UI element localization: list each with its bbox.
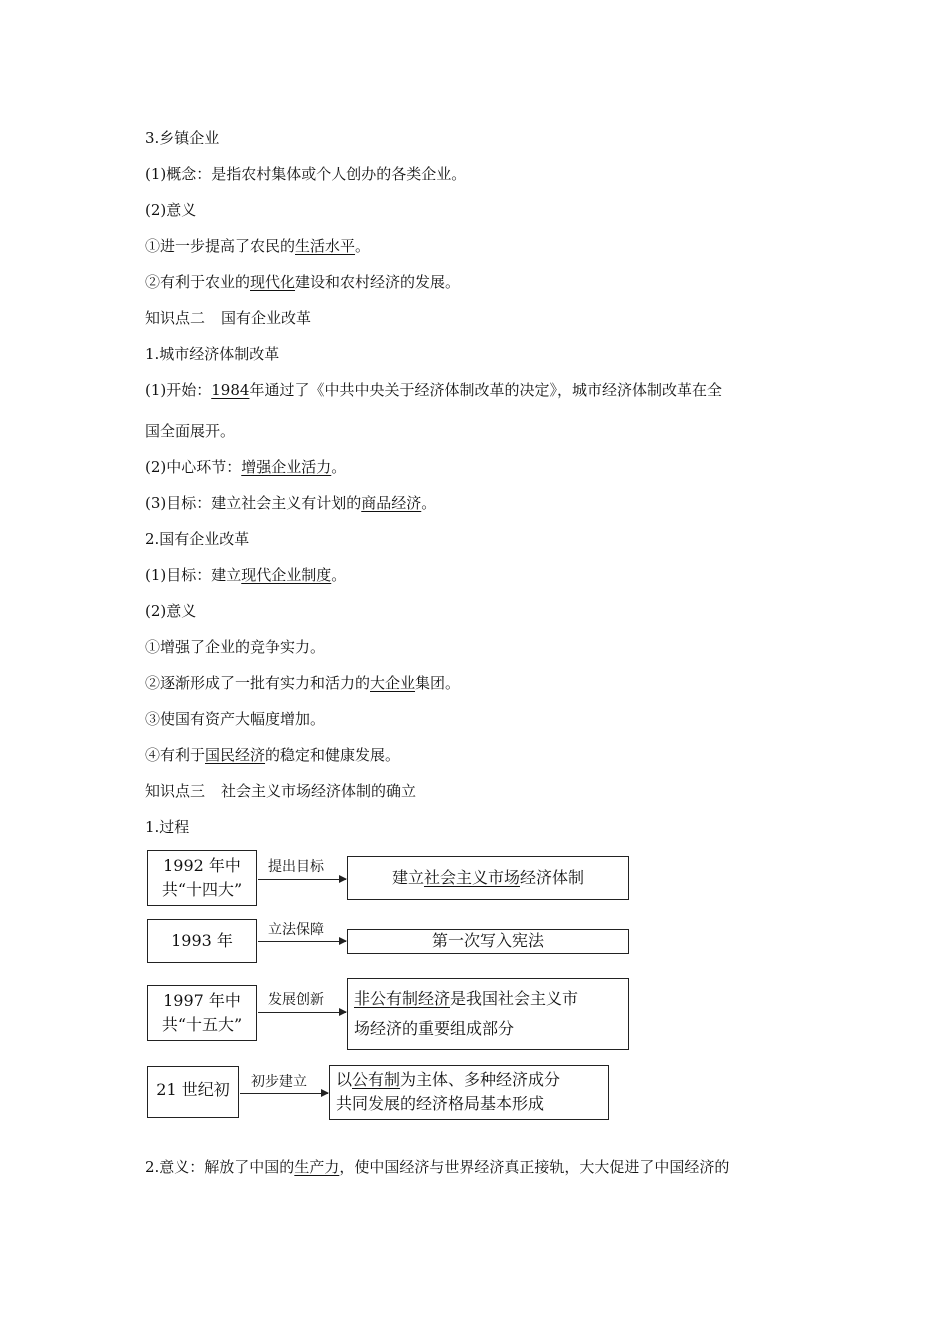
- arrow-label-legislation: 立法保障: [268, 922, 324, 938]
- knowledge-point-3-heading: [145, 781, 416, 801]
- key-term: 增强企业活力: [241, 458, 332, 476]
- key-term: 商品经济: [361, 494, 422, 512]
- key-term: 生活水平: [295, 237, 356, 255]
- sub-heading-urban-reform: 1.城市经济体制改革: [145, 345, 280, 363]
- box-text: 1992 年中: [163, 856, 241, 875]
- arrow-label-establish: 初步建立: [251, 1074, 307, 1090]
- soe-meaning-1: ①增强了企业的竞争实力。: [145, 638, 326, 656]
- text: ，使中国经济与世界经济真正接轨，大大促进了中国经济的: [339, 1158, 730, 1176]
- section-heading-township: 3.乡镇企业: [145, 129, 220, 147]
- diagram-left-21st: 21 世纪初: [147, 1066, 239, 1118]
- arrow-icon: [258, 879, 346, 880]
- meaning-line: [145, 1157, 729, 1177]
- key-term: 国民经济: [205, 746, 266, 764]
- box-text: 共“十五大”: [161, 1015, 243, 1034]
- key-term: 非公有制经济: [354, 989, 451, 1008]
- box-text: 经济体制: [520, 868, 585, 887]
- text: 2.意义：解放了中国的: [145, 1158, 295, 1176]
- diagram-right-21st: [329, 1065, 609, 1120]
- box-text: 是我国社会主义市: [450, 989, 579, 1008]
- box-text: 建立: [391, 868, 424, 887]
- concept-line: [145, 164, 466, 184]
- label: (1)开始：: [145, 381, 212, 399]
- diagram-right-1997: [347, 978, 629, 1050]
- center-link-line: [145, 457, 346, 477]
- key-term: 现代企业制度: [241, 566, 332, 584]
- soe-goal-line: [145, 565, 346, 585]
- start-line: [145, 380, 722, 400]
- arrow-icon: [240, 1093, 328, 1094]
- text: ④有利于: [145, 746, 206, 764]
- text: 年通过了《中共中央关于经济体制改革的决定》，城市经济体制改革在全: [249, 381, 722, 399]
- box-text: 1997 年中: [163, 991, 241, 1010]
- meaning-item-1: [145, 236, 370, 256]
- soe-meaning-3: ③使国有资产大幅度增加。: [145, 710, 326, 728]
- start-line-cont: 国全面展开。: [145, 422, 236, 440]
- box-text: 为主体、多种经济成分: [400, 1070, 561, 1089]
- diagram-left-1992: [147, 850, 257, 906]
- key-term: 社会主义市场: [423, 868, 520, 887]
- text: ②逐渐形成了一批有实力和活力的: [145, 674, 371, 692]
- arrow-label-goal: 提出目标: [268, 859, 324, 875]
- box-text: 共同发展的经济格局基本形成: [336, 1094, 545, 1113]
- key-term: 现代化: [250, 273, 296, 291]
- diagram-left-1997: [147, 985, 257, 1041]
- process-heading: 1.过程: [145, 818, 190, 836]
- goal-line: [145, 493, 436, 513]
- text: 。: [355, 237, 371, 255]
- diagram-right-1993: 第一次写入宪法: [347, 929, 629, 954]
- text: ②有利于农业的: [145, 273, 251, 291]
- box-text: 场经济的重要组成部分: [354, 1019, 515, 1038]
- text: 的稳定和健康发展。: [265, 746, 401, 764]
- point-title: 国有企业改革: [221, 309, 312, 327]
- text: 建设和农村经济的发展。: [295, 273, 461, 291]
- concept-label: (1)概念：: [145, 165, 212, 183]
- sub-heading-soe-reform: 2.国有企业改革: [145, 530, 250, 548]
- key-term: 生产力: [294, 1158, 340, 1176]
- arrow-icon: [258, 941, 346, 942]
- key-term: 1984: [211, 381, 250, 399]
- label: (2)中心环节：: [145, 458, 242, 476]
- point-label: 知识点二: [145, 309, 206, 327]
- point-label: 知识点三: [145, 782, 206, 800]
- box-text: 共“十四大”: [161, 880, 243, 899]
- diagram-left-1993: 1993 年: [147, 919, 257, 963]
- arrow-icon: [258, 1012, 346, 1013]
- arrow-label-innovation: 发展创新: [268, 992, 324, 1008]
- key-term: 公有制: [352, 1070, 401, 1089]
- box-line: [336, 1068, 602, 1092]
- box-line: [354, 984, 622, 1014]
- diagram-right-1992: [347, 856, 629, 900]
- concept-text: 是指农村集体或个人创办的各类企业。: [211, 165, 467, 183]
- key-term: 大企业: [370, 674, 416, 692]
- label: (1)目标：建立: [145, 566, 242, 584]
- soe-meaning-2: [145, 673, 460, 693]
- point-title: 社会主义市场经济体制的确立: [221, 782, 417, 800]
- meaning-item-2: [145, 272, 460, 292]
- knowledge-point-2-heading: [145, 308, 311, 328]
- meaning-label: (2)意义: [145, 201, 197, 219]
- text: 集团。: [415, 674, 461, 692]
- soe-meaning-4: [145, 745, 400, 765]
- text: 。: [331, 458, 347, 476]
- label: (3)目标：建立社会主义有计划的: [145, 494, 362, 512]
- soe-meaning-label: (2)意义: [145, 602, 197, 620]
- text: ①进一步提高了农民的: [145, 237, 296, 255]
- text: 。: [331, 566, 347, 584]
- text: 。: [421, 494, 437, 512]
- box-text: 以: [336, 1070, 353, 1089]
